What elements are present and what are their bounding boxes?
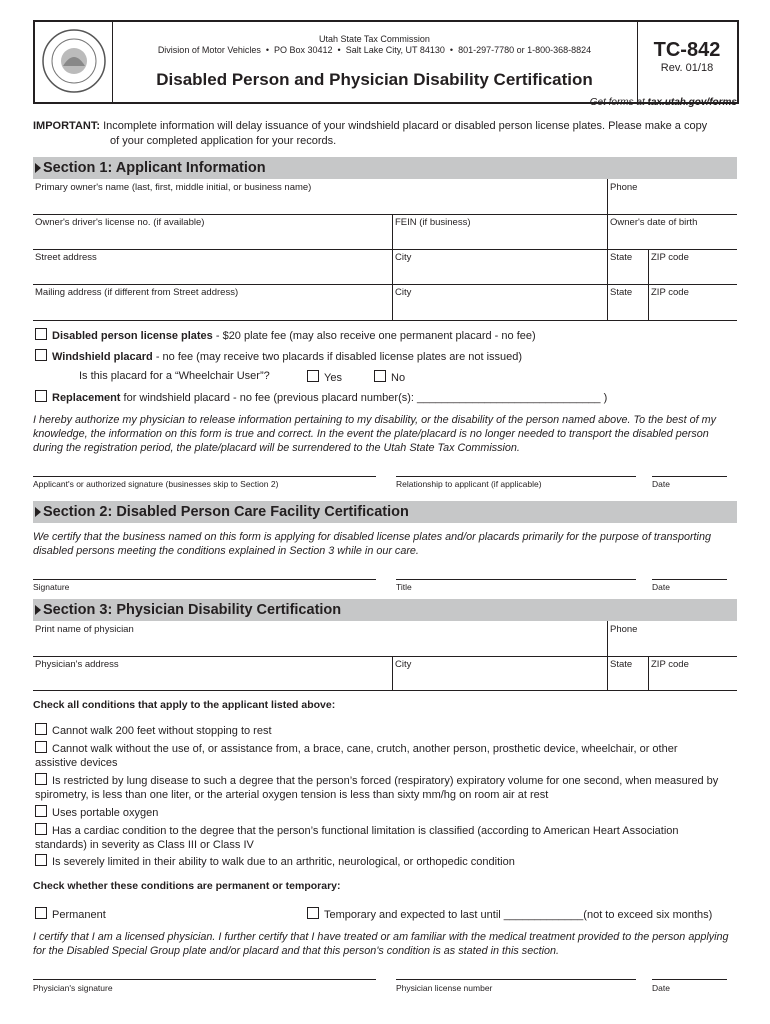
condition-item <box>35 741 705 770</box>
physician-certification-text: I certify that I am a licensed physician. I further certify that I have treated or am familiar with the medical treatment provided to the person applying for the Disabled Special Group plate and/or placard and that this person's condition is as stated in this section. <box>33 931 729 957</box>
condition-item <box>35 773 741 802</box>
phone-label: Phone <box>610 182 638 193</box>
replacement-label: Replacement <box>52 392 121 404</box>
zip-label: ZIP code <box>651 252 689 263</box>
physician-signature-label: Physician's signature <box>33 983 113 993</box>
condition-checkbox[interactable] <box>35 773 47 785</box>
important-line1: Incomplete information will delay issuance of your windshield placard or disabled person license plates. Please make a copy <box>103 120 708 132</box>
condition-checkbox[interactable] <box>35 854 47 866</box>
physician-state-field[interactable] <box>607 656 649 690</box>
date-label: Date <box>652 582 670 592</box>
section1-header <box>33 157 737 179</box>
relationship-label: Relationship to applicant (if applicable) <box>396 479 542 489</box>
facility-signature-line[interactable] <box>33 579 376 580</box>
no-checkbox[interactable] <box>374 370 386 382</box>
condition-item <box>35 854 515 868</box>
mailing-field[interactable]: Mailing address (if different from Street address) <box>35 287 239 298</box>
row-mailing <box>33 284 737 321</box>
row-physician-name <box>33 621 737 657</box>
important-label: IMPORTANT: <box>33 120 101 132</box>
section3-header <box>33 599 737 621</box>
dob-field[interactable] <box>607 214 737 249</box>
street-field[interactable]: Street address <box>35 252 97 263</box>
condition-text: Is severely limited in their ability to walk due to an arthritic, neurological, or orthopedic condition <box>52 856 515 868</box>
city-label: City <box>395 287 412 298</box>
physician-license-line[interactable] <box>396 979 636 980</box>
physician-zip-field[interactable] <box>648 656 737 690</box>
plates-checkbox[interactable] <box>35 328 47 340</box>
page-title: Disabled Person and Physician Disability Certification <box>156 70 593 89</box>
triangle-icon <box>35 507 41 517</box>
city-field[interactable] <box>392 249 608 284</box>
mailing-city-field[interactable] <box>392 284 608 320</box>
condition-text: Uses portable oxygen <box>52 807 159 819</box>
duration-heading: Check whether these conditions are permanent or temporary: <box>33 880 341 892</box>
fein-field[interactable] <box>392 214 608 249</box>
placard-checkbox[interactable] <box>35 349 47 361</box>
date-label: Date <box>652 479 670 489</box>
title-label: Title <box>396 582 412 592</box>
condition-item <box>35 805 158 819</box>
form-number: TC-842 <box>653 39 721 61</box>
relationship-line[interactable] <box>396 476 636 477</box>
physician-address-field[interactable]: Physician's address <box>35 659 119 670</box>
yes-checkbox[interactable] <box>307 370 319 382</box>
city-label: City <box>395 252 412 263</box>
option-plates <box>35 328 536 342</box>
condition-text: Is restricted by lung disease to such a degree that the person’s forced (respiratory) expiratory volume for one second, when measured by spirometry, is less than one liter, or the arterial oxygen tension is less than sixty mm/hg on room air at rest <box>35 775 719 801</box>
owner-name-field[interactable]: Primary owner's name (last, first, middle initial, or business name) <box>35 182 312 193</box>
section2-title: Section 2: Disabled Person Care Facility Certification <box>43 504 409 520</box>
wheelchair-question: Is this placard for a “Wheelchair User”? <box>79 370 270 382</box>
get-forms-prefix: Get forms at <box>589 97 648 108</box>
dob-label: Owner's date of birth <box>610 217 698 228</box>
replacement-checkbox[interactable] <box>35 390 47 402</box>
mailing-zip-field[interactable] <box>648 284 737 320</box>
get-forms-note <box>590 97 737 108</box>
temporary-checkbox[interactable] <box>307 907 319 919</box>
section2-header <box>33 501 737 523</box>
temporary-label: Temporary and expected to last until _____________(not to exceed six months) <box>324 909 713 921</box>
zip-label: ZIP code <box>651 287 689 298</box>
date-line[interactable] <box>652 476 727 477</box>
condition-checkbox[interactable] <box>35 741 47 753</box>
row-license <box>33 214 737 250</box>
facility-date-line[interactable] <box>652 579 727 580</box>
agency-address: Division of Motor Vehicles • PO Box 30412 • Salt Lake City, UT 84130 • 801-297-7780 or 1-800-368-8824 <box>157 45 592 55</box>
signature-label: Signature <box>33 582 70 592</box>
state-label: State <box>610 659 633 670</box>
agency-name: Utah State Tax Commission <box>319 34 430 44</box>
replacement-desc[interactable]: for windshield placard - no fee (previous placard number(s): ______________________________ ) <box>120 392 608 404</box>
no-label: No <box>391 372 406 384</box>
condition-checkbox[interactable] <box>35 723 47 735</box>
condition-item <box>35 823 715 852</box>
form-header <box>33 20 739 104</box>
physician-phone-field[interactable] <box>607 621 737 656</box>
row-owner-name <box>33 179 737 215</box>
option-replacement <box>35 390 607 404</box>
physician-license-label: Physician license number <box>396 983 493 993</box>
state-field[interactable] <box>607 249 649 284</box>
placard-desc: - no fee (may receive two placards if disabled license plates are not issued) <box>152 351 523 363</box>
state-label: State <box>610 287 633 298</box>
plates-label: Disabled person license plates <box>52 330 213 342</box>
zip-label: ZIP code <box>651 659 689 670</box>
state-label: State <box>610 252 633 263</box>
authorization-text: I hereby authorize my physician to release information pertaining to my disability, or the disability of the person named above. To the best of my knowledge, the information on this form is true and correct. In the event the plate/placard is no longer needed to transport the disabled person during the registration period, the plate/placard will be surrendered to the Utah State Tax Commission. <box>33 414 716 454</box>
physician-date-line[interactable] <box>652 979 727 980</box>
condition-text: Has a cardiac condition to the degree that the person’s functional limitation is classified (according to American Heart Association standards) in severity as Class III or Class IV <box>35 825 679 851</box>
license-field[interactable]: Owner's driver's license no. (if available) <box>35 217 205 228</box>
utah-seal-icon <box>41 26 107 96</box>
option-temporary <box>307 907 712 921</box>
wheelchair-no <box>374 370 405 384</box>
physician-name-field[interactable]: Print name of physician <box>35 624 134 635</box>
option-permanent <box>35 907 106 921</box>
condition-text: Cannot walk without the use of, or assistance from, a brace, cane, crutch, another person, prosthetic device, wheelchair, or other assistive devices <box>35 743 678 769</box>
phone-label: Phone <box>610 624 638 635</box>
triangle-icon <box>35 163 41 173</box>
phone-field[interactable] <box>607 179 737 214</box>
mailing-state-field[interactable] <box>607 284 649 320</box>
get-forms-link[interactable]: tax.utah.gov/forms <box>647 97 737 108</box>
condition-item <box>35 723 272 737</box>
important-notice <box>33 120 707 132</box>
applicant-signature-line[interactable] <box>33 476 376 477</box>
section2-text: We certify that the business named on this form is applying for disabled license plates and/or placards primarily for the purpose of transporting disabled persons meeting the conditions explained in Section 3 while in our care. <box>33 531 711 557</box>
condition-checkbox[interactable] <box>35 823 47 835</box>
permanent-checkbox[interactable] <box>35 907 47 919</box>
conditions-heading: Check all conditions that apply to the applicant listed above: <box>33 699 336 711</box>
yes-label: Yes <box>324 372 342 384</box>
wheelchair-yes <box>307 370 342 384</box>
important-line2: of your completed application for your records. <box>110 135 337 147</box>
triangle-icon <box>35 605 41 615</box>
physician-city-field[interactable] <box>392 656 608 690</box>
fein-label: FEIN (if business) <box>395 217 471 228</box>
condition-checkbox[interactable] <box>35 805 47 817</box>
city-label: City <box>395 659 412 670</box>
row-physician-address <box>33 656 737 691</box>
plates-desc: - $20 plate fee (may also receive one permanent placard - no fee) <box>212 330 536 342</box>
condition-text: Cannot walk 200 feet without stopping to rest <box>52 725 272 737</box>
date-label: Date <box>652 983 670 993</box>
section1-title: Section 1: Applicant Information <box>43 160 266 176</box>
section3-title: Section 3: Physician Disability Certification <box>43 602 342 618</box>
option-placard <box>35 349 522 363</box>
facility-title-line[interactable] <box>396 579 636 580</box>
form-revision: Rev. 01/18 <box>660 62 714 74</box>
placard-label: Windshield placard <box>52 351 153 363</box>
applicant-signature-label: Applicant's or authorized signature (businesses skip to Section 2) <box>33 479 279 489</box>
row-street <box>33 249 737 285</box>
permanent-label: Permanent <box>52 909 106 921</box>
zip-field[interactable] <box>648 249 737 284</box>
physician-signature-line[interactable] <box>33 979 376 980</box>
